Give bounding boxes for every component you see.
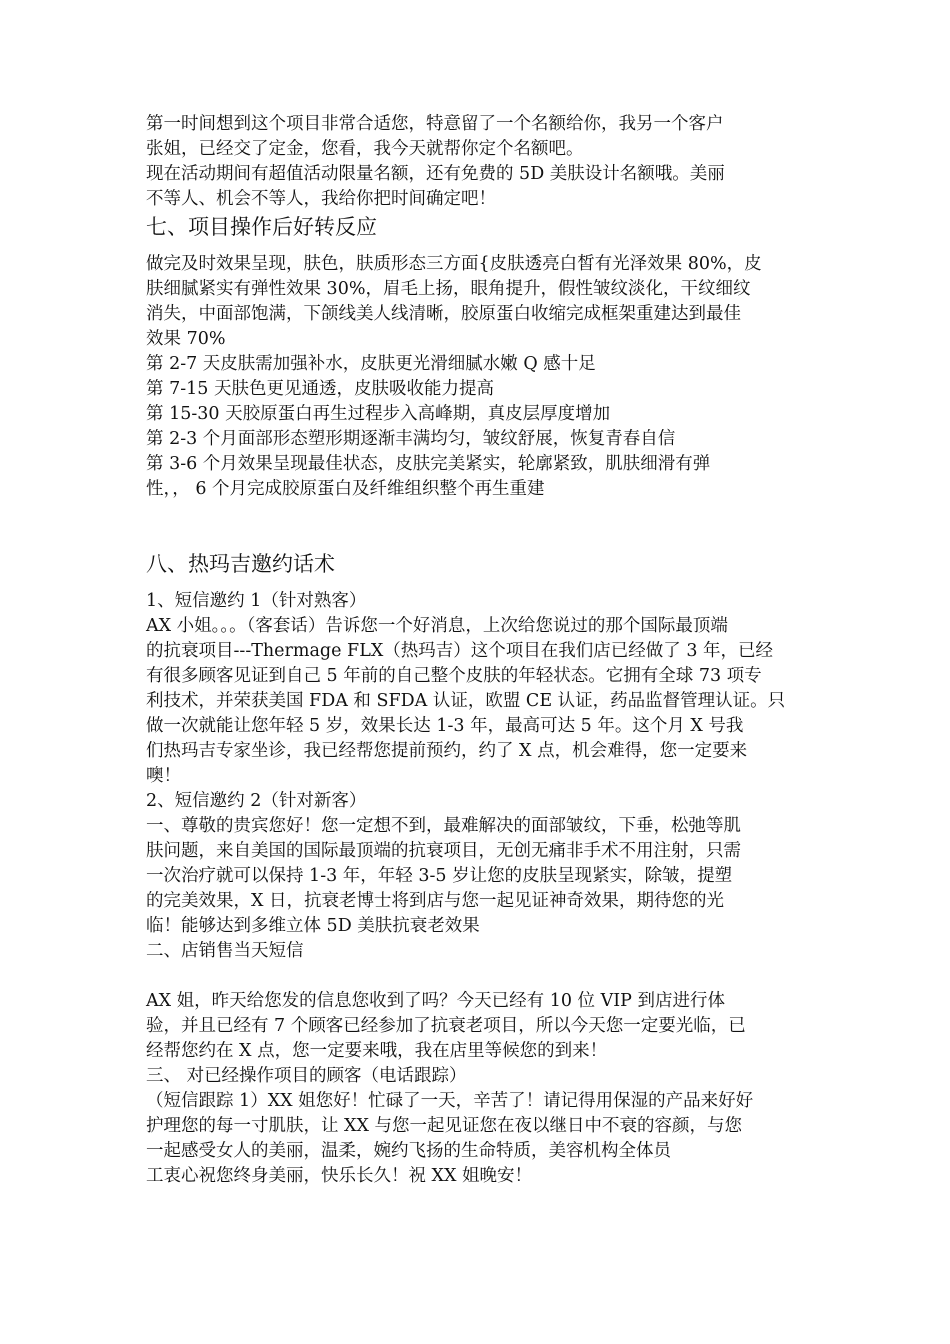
- text-line: 一次治疗就可以保持 1-3 年，年轻 3-5 岁让您的皮肤呈现紧实，除皱，提塑: [146, 866, 733, 886]
- document-page: [146, 112, 808, 1189]
- text-line: 一、尊敬的贵宾您好！您一定想不到，最难解决的面部皱纹，下垂，松弛等肌: [146, 816, 741, 836]
- text-line: AX 姐，昨天给您发的信息您收到了吗？今天已经有 10 位 VIP 到店进行体: [146, 991, 726, 1011]
- text-line: 2、短信邀约 2（针对新客）: [146, 791, 367, 811]
- section-heading-8: 八、热玛吉邀约话术: [146, 552, 335, 576]
- text-line: 1、短信邀约 1（针对熟客）: [146, 591, 367, 611]
- text-line: 噢！: [146, 766, 181, 786]
- text-line: 现在活动期间有超值活动限量名额，还有免费的 5D 美肤设计名额哦。美丽: [146, 164, 725, 184]
- text-line: 护理您的每一寸肌肤，让 XX 与您一起见证您在夜以继日中不衰的容颜，与您: [146, 1116, 743, 1136]
- text-line: 做完及时效果呈现，肤色，肤质形态三方面{皮肤透亮白皙有光泽效果 80%，皮: [146, 254, 762, 274]
- text-line: 的抗衰项目---Thermage FLX（热玛吉）这个项目在我们店已经做了 3 年，已经: [146, 641, 774, 661]
- text-line: 第 3-6 个月效果呈现最佳状态，皮肤完美紧实，轮廓紧致，肌肤细滑有弹: [146, 454, 711, 474]
- text-line: 工衷心祝您终身美丽，快乐长久！祝 XX 姐晚安！: [146, 1166, 533, 1186]
- text-line: AX 小姐。。。（客套话）告诉您一个好消息，上次给您说过的那个国际最顶端: [146, 616, 728, 636]
- text-line: 临！能够达到多维立体 5D 美肤抗衰老效果: [146, 916, 480, 936]
- spacer: [146, 502, 808, 549]
- text-line: 们热玛吉专家坐诊，我已经帮您提前预约，约了 X 点，机会难得，您一定要来: [146, 741, 748, 761]
- text-line: 第 2-3 个月面部形态塑形期逐渐丰满均匀，皱纹舒展，恢复青春自信: [146, 429, 676, 449]
- text-line: 三、 对已经操作项目的顾客（电话跟踪）: [146, 1066, 467, 1086]
- text-line: 利技术，并荣获美国 FDA 和 SFDA 认证，欧盟 CE 认证，药品监督管理认证。只: [146, 691, 786, 711]
- text-line: 第 7-15 天肤色更见通透，皮肤吸收能力提高: [146, 379, 494, 399]
- text-line: （短信跟踪 1）XX 姐您好！忙碌了一天，辛苦了！请记得用保湿的产品来好好: [146, 1091, 754, 1111]
- text-line: 一起感受女人的美丽，温柔，婉约飞扬的生命特质，美容机构全体员: [146, 1141, 671, 1161]
- text-line: 消失，中面部饱满，下颌线美人线清晰，胶原蛋白收缩完成框架重建达到最佳: [146, 304, 741, 324]
- text-line: 性，， 6 个月完成胶原蛋白及纤维组织整个再生重建: [146, 479, 545, 499]
- text-line: 张姐，已经交了定金，您看，我今天就帮你定个名额吧。: [146, 139, 584, 159]
- text-line: 肤细腻紧实有弹性效果 30%，眉毛上扬，眼角提升，假性皱纹淡化，干纹细纹: [146, 279, 751, 299]
- section-heading-7: 七、项目操作后好转反应: [146, 215, 377, 239]
- section-7-body: [146, 252, 808, 502]
- section-8-body: [146, 589, 808, 1189]
- text-line: 有很多顾客见证到自己 5 年前的自己整个皮肤的年轻状态。它拥有全球 73 项专: [146, 666, 762, 686]
- text-line: 二、店销售当天短信: [146, 941, 304, 961]
- text-line: 第 2-7 天皮肤需加强补水，皮肤更光滑细腻水嫩 Q 感十足: [146, 354, 596, 374]
- spacer: [146, 964, 808, 989]
- text-line: 的完美效果，X 日，抗衰老博士将到店与您一起见证神奇效果，期待您的光: [146, 891, 725, 911]
- intro-paragraph: [146, 112, 808, 212]
- text-line: 效果 70%: [146, 329, 226, 349]
- text-line: 做一次就能让您年轻 5 岁，效果长达 1-3 年，最高可达 5 年。这个月 X 号我: [146, 716, 744, 736]
- text-line: 验，并且已经有 7 个顾客已经参加了抗衰老项目，所以今天您一定要光临，已: [146, 1016, 746, 1036]
- text-line: 第 15-30 天胶原蛋白再生过程步入高峰期，真皮层厚度增加: [146, 404, 611, 424]
- text-line: 不等人、机会不等人，我给你把时间确定吧！: [146, 189, 496, 209]
- text-line: 肤问题，来自美国的国际最顶端的抗衰项目，无创无痛非手术不用注射，只需: [146, 841, 741, 861]
- text-line: 第一时间想到这个项目非常合适您，特意留了一个名额给你，我另一个客户: [146, 114, 724, 134]
- text-line: 经帮您约在 X 点，您一定要来哦，我在店里等候您的到来！: [146, 1041, 608, 1061]
